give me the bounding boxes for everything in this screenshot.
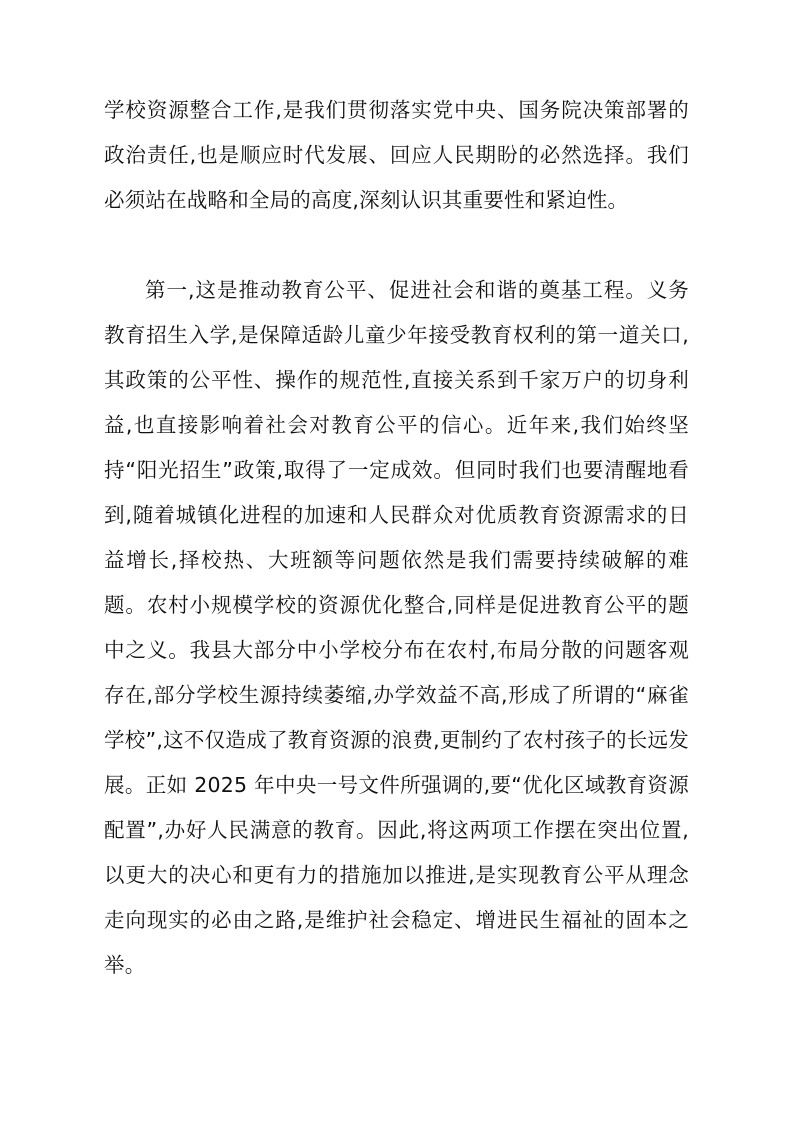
paragraph-1: 学校资源整合工作,是我们贯彻落实党中央、国务院决策部署的政治责任,也是顺应时代发展、回应人民期盼的必然选择。我们必须站在战略和全局的高度,深刻认识其重要性和紧迫性。 (104, 98, 689, 212)
paragraph-2: 第一,这是推动教育公平、促进社会和谐的奠基工程。义务教育招生入学,是保障适龄儿童少年接受教育权利的第一道关口,其政策的公平性、操作的规范性,直接关系到千家万户的切身利益,也直接影响着社会对教育公平的信心。近年来,我们始终坚持“阳光招生”政策,取得了一定成效。但同时我们也要清醒地看到,随着城镇化进程的加速和人民群众对优质教育资源需求的日益增长,择校热、大班额等问题依然是我们需要持续破解的难题。农村小规模学校的资源优化整合,同样是促进教育公平的题中之义。我县大部分中小学校分布在农村,布局分散的问题客观存在,部分学校生源持续萎缩,办学效益不高,形成了所谓的“麻雀学校”,这不仅造成了教育资源的浪费,更制约了农村孩子的长远发展。正如 2025 年中央一号文件所强调的,要“优化区域教育资源配置”,办好人民满意的教育。因此,将这两项工作摆在突出位置,以更大的决心和更有力的措施加以推进,是实现教育公平从理念走向现实的必由之路,是维护社会稳定、增进民生福祉的固本之举。 (104, 278, 689, 977)
document-body (104, 88, 689, 988)
